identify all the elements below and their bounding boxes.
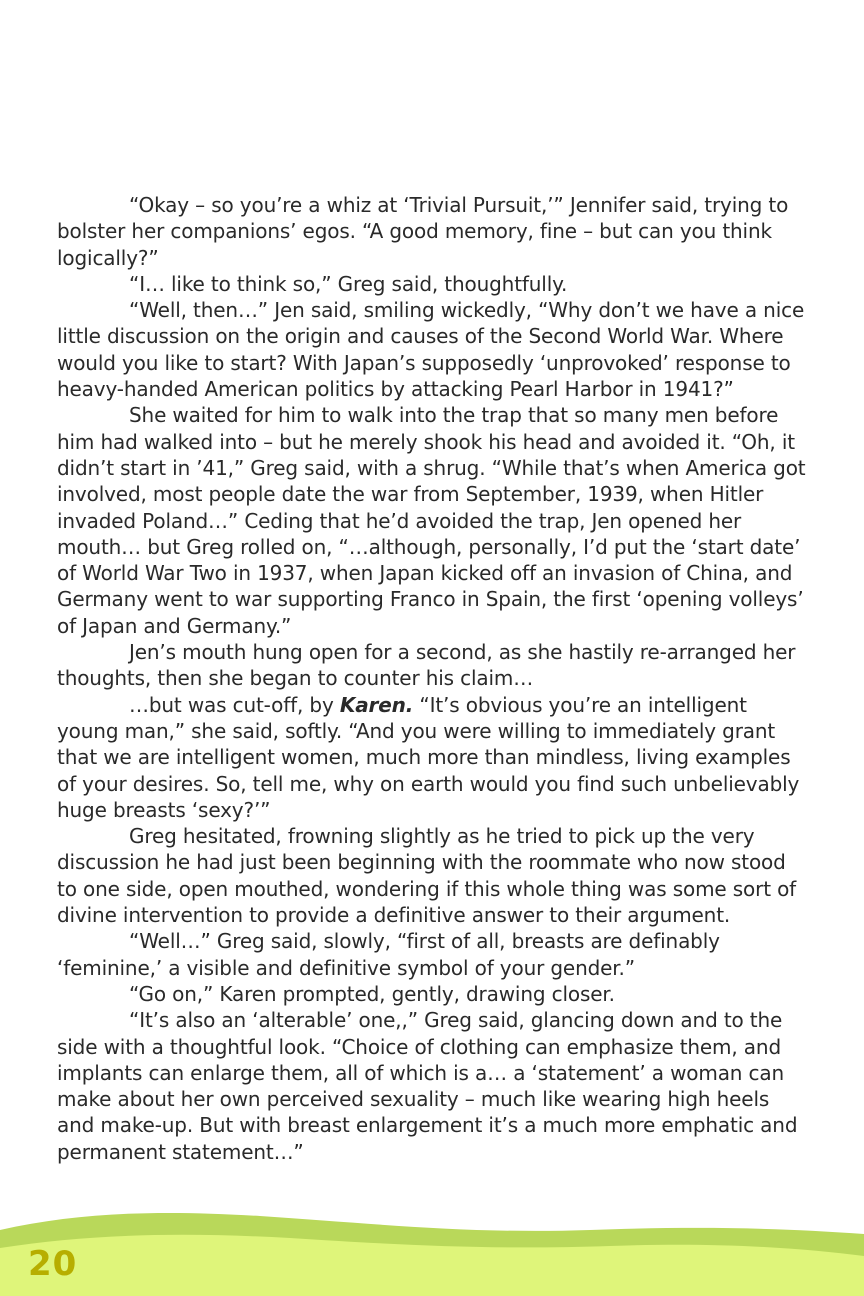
paragraph: Jen’s mouth hung open for a second, as she hastily re-arranged her thoughts, then she began to counter his claim…: [57, 640, 796, 691]
paragraph: “I… like to think so,” Greg said, thoughtfully.: [129, 271, 568, 296]
paragraph-segment: “It’s obvious you’re an intelligent young man,” she said, softly. “And you were willing to immediately grant that we are intelligent women, much more than mindless, living examples of your desires. So, tell me, why on earth would you find such unbelievably huge breasts ‘sexy?’”: [57, 692, 800, 822]
footer-wave-decoration: [0, 1190, 864, 1296]
paragraph-segment: …but was cut-off, by: [129, 692, 340, 717]
paragraph: “Okay – so you’re a whiz at ‘Trivial Pursuit,’” Jennifer said, trying to bolster her companions’ egos. “A good memory, fine – but can you think logically?”: [57, 193, 789, 270]
story-text: [57, 192, 809, 1165]
paragraph: She waited for him to walk into the trap that so many men before him had walked into – but he merely shook his head and avoided it. “Oh, it didn’t start in ’41,” Greg said, with a shrug. “While that’s when America got involved, most people date the war from September, 1939, when Hitler invaded Poland…” Ceding that he’d avoided the trap, Jen opened her mouth… but Greg rolled on, “…although, personally, I’d put the ‘start date’ of World War Two in 1937, when Japan kicked off an invasion of China, and Germany went to war supporting Franco in Spain, the first ‘opening volleys’ of Japan and Germany.”: [57, 403, 806, 638]
paragraph: “It’s also an ‘alterable’ one,,” Greg said, glancing down and to the side with a thoughtful look. “Choice of clothing can emphasize them, and implants can enlarge them, all of which is a… a ‘statement’ a woman can make about her own perceived sexuality – much like wearing high heels and make-up. But with breast enlargement it’s a much more emphatic and permanent statement…”: [57, 1008, 798, 1164]
page-number: 20: [28, 1244, 78, 1284]
paragraph: [57, 692, 809, 823]
emphasized-name: Karen.: [339, 692, 414, 717]
paragraph: “Well, then…” Jen said, smiling wickedly, “Why don’t we have a nice little discussion on the origin and causes of the Second World War. Where would you like to start? With Japan’s supposedly ‘unprovoked’ response to heavy-handed American politics by attacking Pearl Harbor in 1941?”: [57, 298, 805, 402]
paragraph: “Well…” Greg said, slowly, “first of all, breasts are definably ‘feminine,’ a visible and definitive symbol of your gender.”: [57, 929, 720, 980]
paragraph: “Go on,” Karen prompted, gently, drawing closer.: [129, 981, 615, 1006]
paragraph: Greg hesitated, frowning slightly as he tried to pick up the very discussion he had just been beginning with the roommate who now stood to one side, open mouthed, wondering if this whole thing was some sort of divine intervention to provide a definitive answer to their argument.: [57, 824, 797, 928]
